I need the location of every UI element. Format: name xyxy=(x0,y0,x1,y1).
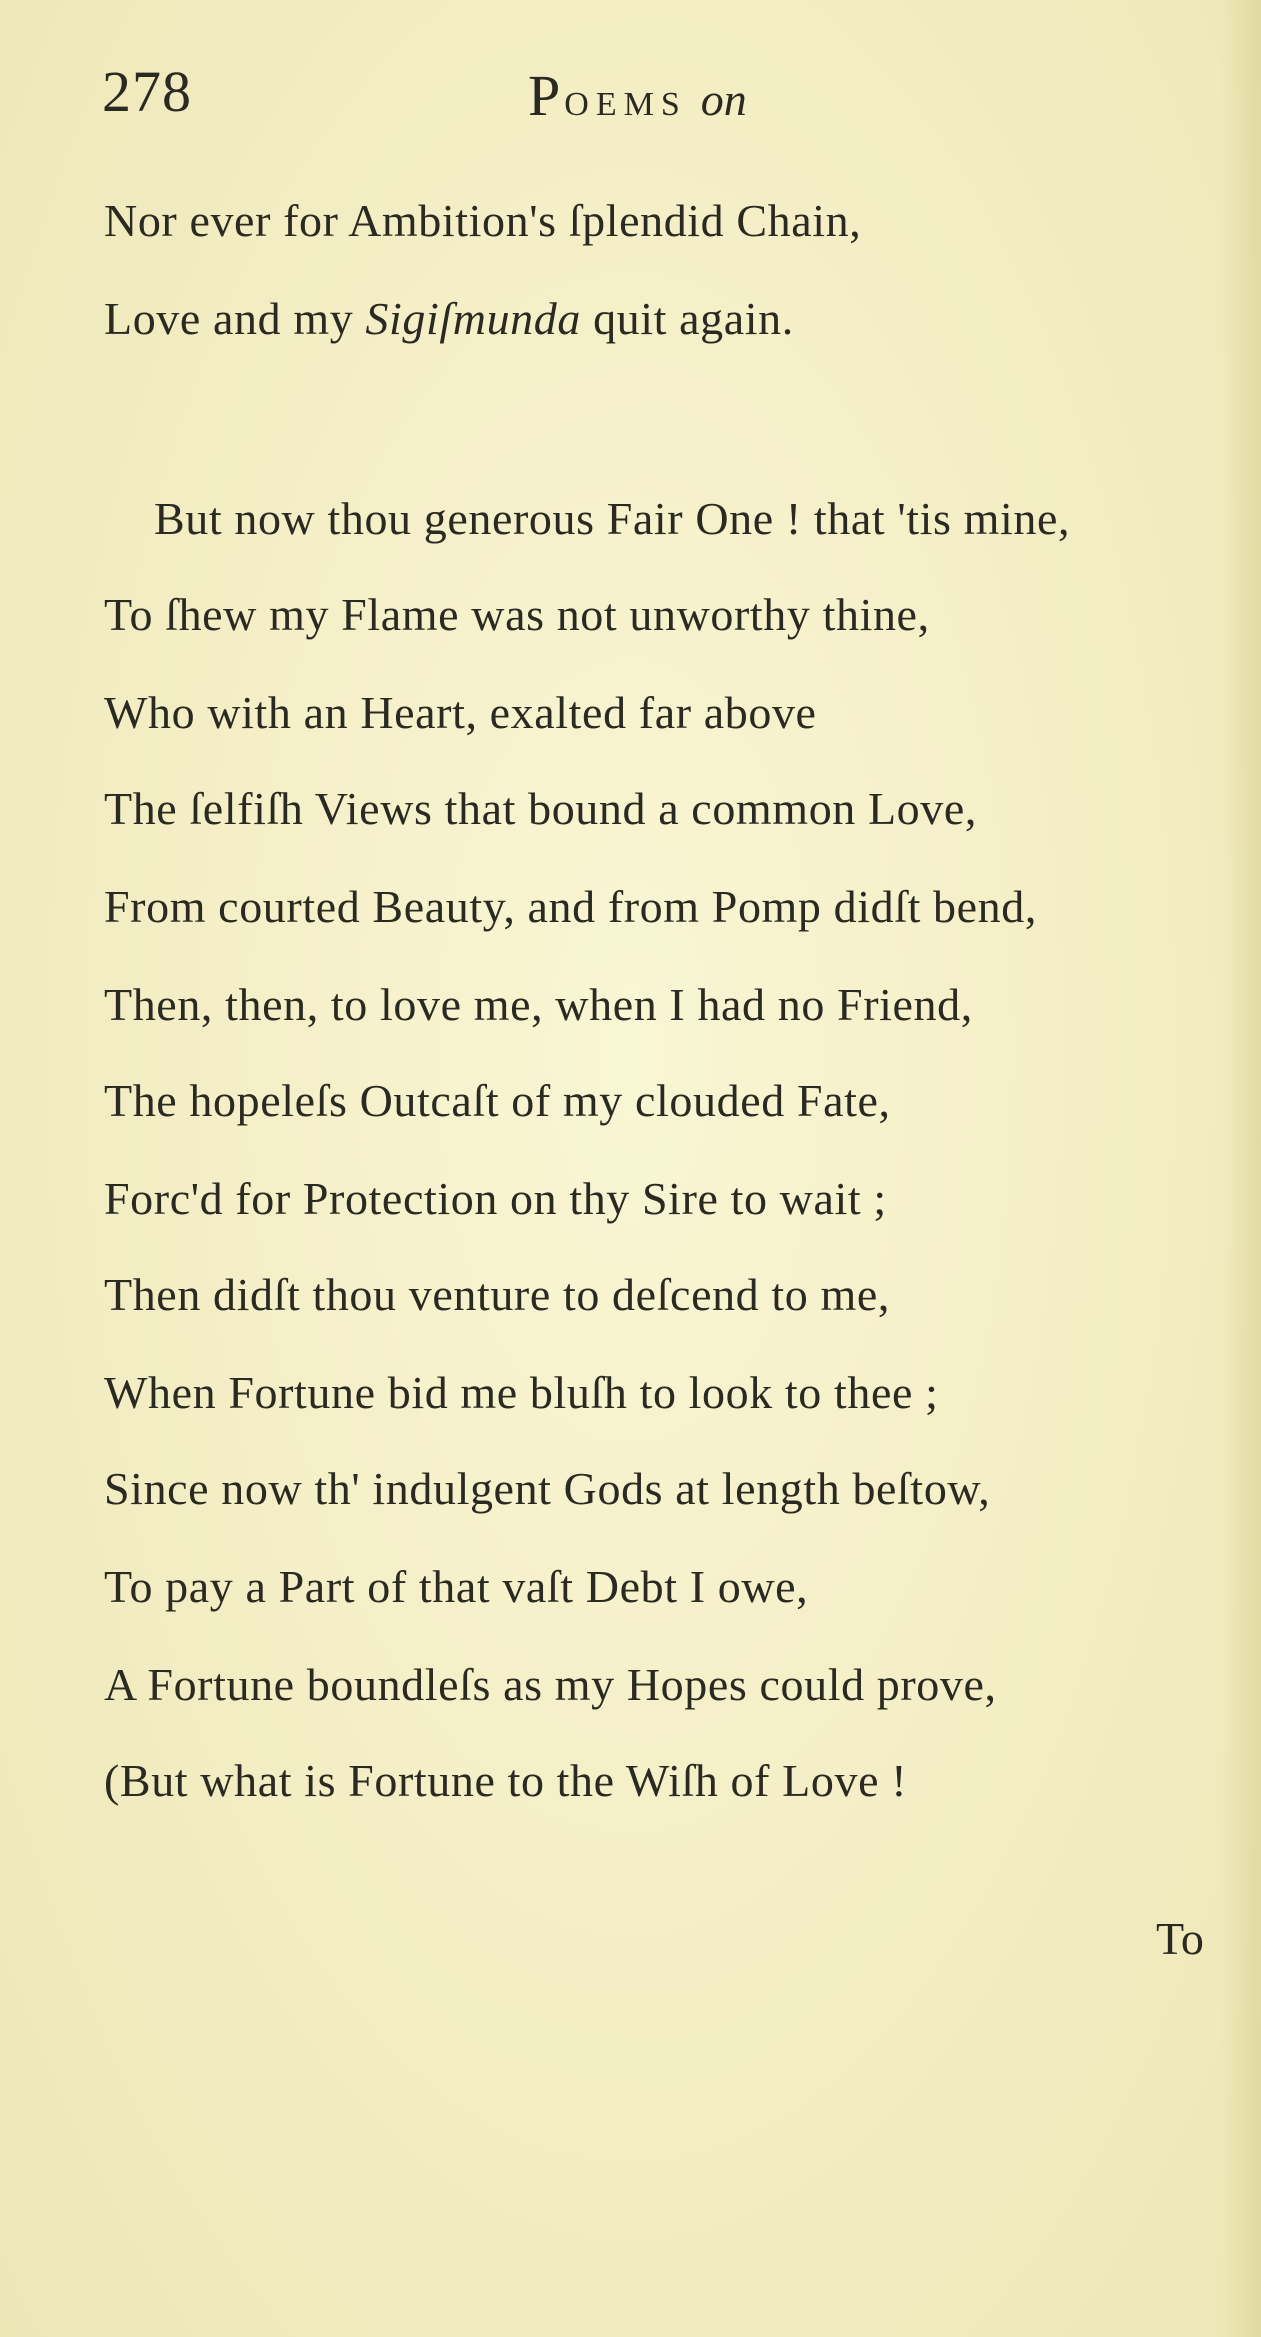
verse-line: When Fortune bid me bluſh to look to thee ; xyxy=(104,1367,939,1418)
verse-line: Then, then, to love me, when I had no Friend, xyxy=(104,979,973,1030)
page-number: 278 xyxy=(102,59,192,124)
verse-line: Nor ever for Ambition's ſplendid Chain, xyxy=(104,195,862,246)
verse-line: A Fortune boundleſs as my Hopes could prove, xyxy=(104,1659,997,1710)
verse-line: From courted Beauty, and from Pomp didſt bend, xyxy=(104,881,1037,932)
verse-line: The ſelfiſh Views that bound a common Love, xyxy=(104,783,978,834)
verse-line: Who with an Heart, exalted far above xyxy=(104,687,817,738)
verse-italic-name: Sigiſmunda xyxy=(365,293,581,344)
verse-line: The hopeleſs Outcaſt of my clouded Fate, xyxy=(104,1075,891,1126)
running-title-rest: oems xyxy=(564,73,687,126)
verse-line: Since now th' indulgent Gods at length beſtow, xyxy=(104,1463,991,1514)
verse-text: Love and my xyxy=(104,293,366,344)
verse-line: To ſhew my Flame was not unworthy thine, xyxy=(104,589,930,640)
running-head xyxy=(0,58,1261,138)
verse-line xyxy=(104,293,794,344)
running-title xyxy=(528,62,747,129)
catchword: To xyxy=(1156,1913,1204,1964)
verse-line: (But what is Fortune to the Wiſh of Love ! xyxy=(104,1755,908,1806)
verse-line: Then didſt thou venture to deſcend to me, xyxy=(104,1269,890,1320)
verse-line: To pay a Part of that vaſt Debt I owe, xyxy=(104,1561,809,1612)
verse-line: But now thou generous Fair One ! that 'tis mine, xyxy=(154,493,1071,544)
verse-text: quit again. xyxy=(580,293,794,344)
verse-line: Forc'd for Protection on thy Sire to wait ; xyxy=(104,1173,887,1224)
running-title-italic: on xyxy=(700,74,747,125)
running-title-initial: P xyxy=(528,63,565,128)
